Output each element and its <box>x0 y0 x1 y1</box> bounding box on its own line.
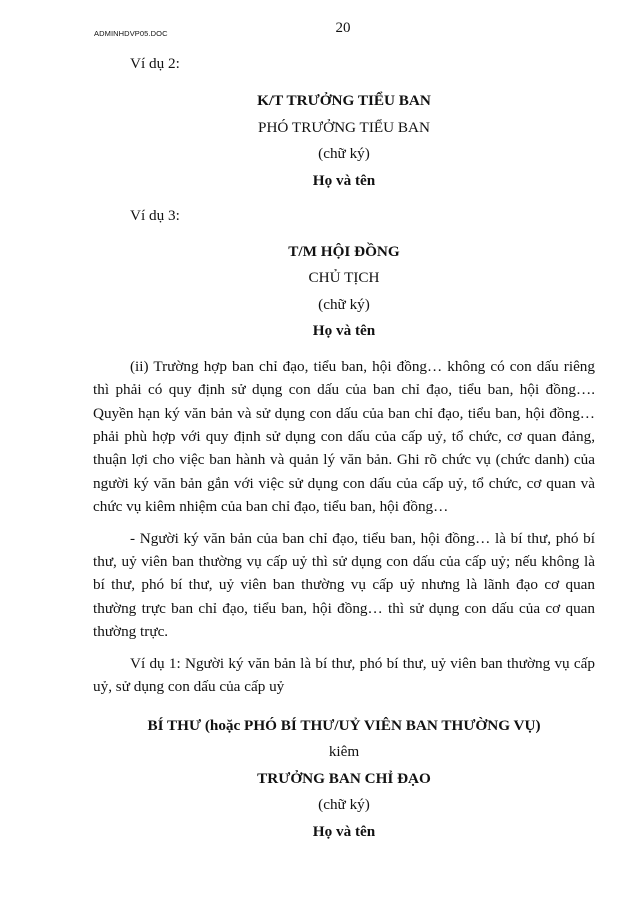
signature-connector: kiêm <box>328 743 360 760</box>
signature-title: K/T TRƯỞNG TIỂU BAN <box>257 92 431 110</box>
signature-name: Họ và tên <box>312 322 376 340</box>
signature-placeholder: (chữ ký) <box>318 295 370 313</box>
signature-block-example-1 <box>93 713 595 846</box>
signature-name: Họ và tên <box>312 822 376 840</box>
signature-subtitle: PHÓ TRƯỞNG TIỂU BAN <box>258 118 430 136</box>
paragraph-ii: (ii) Trường hợp ban chỉ đạo, tiểu ban, hội đồng… không có con dấu riêng thì phải có quy định sử dụng con dấu của ban chỉ đạo, tiểu ban, hội đồng…. Quyền hạn ký văn bản và sử dụng con dấu của ban chỉ đạo, tiểu ban, hội đồng… phải phù hợp với quy định sử dụng con dấu của cấp uỷ, tổ chức, cơ quan đảng, thuận lợi cho việc ban hành và quản lý văn bản. Ghi rõ chức vụ (chức danh) của người ký văn bản gắn với việc sử dụng con dấu của cấp uỷ, tổ chức, cơ quan và chức vụ kiêm nhiệm của ban chỉ đạo, tiểu ban, hội đồng… <box>93 357 595 516</box>
signature-subtitle: CHỦ TỊCH <box>308 269 380 287</box>
signature-block-example-3 <box>93 239 595 345</box>
example-2-label: Ví dụ 2: <box>130 55 180 72</box>
signature-title: T/M HỘI ĐỒNG <box>288 242 400 260</box>
signature-title: BÍ THƯ (hoặc PHÓ BÍ THƯ/UỶ VIÊN BAN THƯỜNG VỤ) <box>147 716 541 734</box>
signature-name: Họ và tên <box>312 171 376 189</box>
example-3-label: Ví dụ 3: <box>130 207 180 225</box>
signature-placeholder: (chữ ký) <box>318 145 370 163</box>
signature-placeholder: (chữ ký) <box>318 796 370 813</box>
paragraph-example-1: Ví dụ 1: Người ký văn bản là bí thư, phó bí thư, uỷ viên ban thường vụ cấp uỷ, sử dụng con dấu của cấp uỷ <box>93 654 595 696</box>
page-number: 20 <box>335 20 351 36</box>
paragraph-dash: - Người ký văn bản của ban chỉ đạo, tiểu ban, hội đồng… là bí thư, phó bí thư, uỷ viên ban thường vụ cấp uỷ thì sử dụng con dấu của cấp uỷ; nếu không là bí thư, phó bí thư, uỷ viên ban thường vụ cấp uỷ nhưng là lãnh đạo cơ quan thường trực ban chỉ đạo, tiểu ban, hội đồng… thì sử dụng con dấu của cơ quan thường trực. <box>93 529 595 641</box>
signature-subtitle: TRƯỞNG BAN CHỈ ĐẠO <box>257 769 431 787</box>
document-body <box>93 52 595 855</box>
signature-block-example-2 <box>93 88 595 194</box>
file-label: ADMINHDVP05.DOC <box>94 29 168 38</box>
